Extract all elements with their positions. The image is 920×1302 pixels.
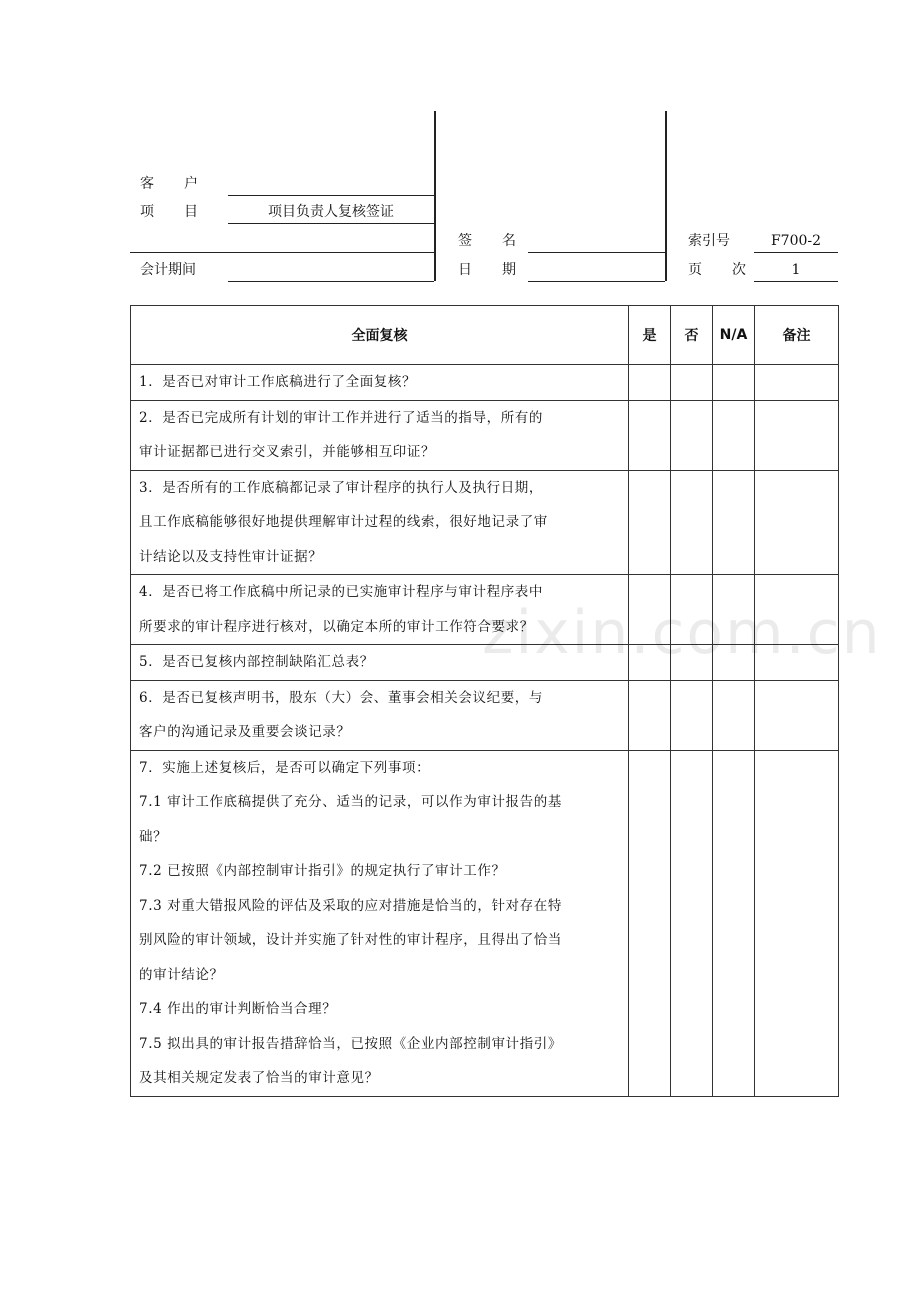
no-cell[interactable] — [671, 575, 713, 645]
no-cell[interactable] — [671, 470, 713, 575]
question-line: 计结论以及支持性审计证据？ — [139, 548, 323, 565]
question-line: 7.5 拟出具的审计报告措辞恰当，已按照《企业内部控制审计指引》 — [139, 1035, 562, 1052]
question-line: 别风险的审计领域，设计并实施了针对性的审计程序，且得出了恰当 — [139, 932, 562, 948]
column-header-remarks: 备注 — [755, 306, 839, 365]
watermark: zixin.com.cn — [482, 598, 882, 668]
date-label: 日 期 — [458, 262, 516, 278]
question-line: 的审计结论？ — [139, 966, 224, 983]
remarks-cell[interactable] — [755, 575, 839, 645]
no-cell[interactable] — [671, 680, 713, 750]
client-underline — [228, 195, 434, 196]
yes-cell[interactable] — [629, 470, 671, 575]
question-line: 7.2 已按照《内部控制审计指引》的规定执行了审计工作？ — [139, 863, 506, 879]
question-line: 7.3 对重大错报风险的评估及采取的应对措施是恰当的，针对存在特 — [139, 897, 562, 914]
yes-cell[interactable] — [629, 575, 671, 645]
column-header-na: N/A — [713, 306, 755, 365]
sign-underline — [528, 252, 665, 253]
page-label: 页 次 — [688, 262, 746, 278]
table-row — [131, 470, 839, 575]
na-cell[interactable] — [713, 575, 755, 645]
item-label: 项 目 — [140, 204, 198, 220]
question-cell — [131, 575, 629, 645]
table-header-row — [131, 306, 839, 365]
question-line: 6．是否已复核声明书，股东（大）会、董事会相关会议纪要，与 — [139, 689, 543, 706]
column-header-yes: 是 — [629, 306, 671, 365]
question-line: 审计证据都已进行交叉索引，并能够相互印证？ — [139, 444, 436, 460]
na-cell[interactable] — [713, 365, 755, 401]
table-row — [131, 400, 839, 470]
remarks-cell[interactable] — [755, 365, 839, 401]
remarks-cell[interactable] — [755, 400, 839, 470]
question-line: 所要求的审计程序进行核对，以确定本所的审计工作符合要求？ — [139, 618, 534, 635]
na-cell[interactable] — [713, 750, 755, 1096]
no-cell[interactable] — [671, 400, 713, 470]
question-line: 础？ — [139, 828, 168, 845]
header-divider-right — [665, 111, 667, 281]
checklist-body — [131, 365, 839, 1097]
page-field[interactable]: 1 — [791, 262, 801, 278]
table-row — [131, 365, 839, 401]
question-cell — [131, 680, 629, 750]
date-underline — [528, 281, 665, 282]
remarks-cell[interactable] — [755, 470, 839, 575]
page-underline — [754, 281, 838, 282]
header-divider-left — [434, 111, 436, 281]
yes-cell[interactable] — [629, 365, 671, 401]
period-underline — [228, 281, 434, 282]
question-line: 7．实施上述复核后，是否可以确定下列事项： — [139, 759, 431, 776]
na-cell[interactable] — [713, 470, 755, 575]
table-row — [131, 645, 839, 681]
yes-cell[interactable] — [629, 645, 671, 681]
yes-cell[interactable] — [629, 400, 671, 470]
index-underline — [754, 252, 838, 253]
question-cell — [131, 645, 629, 681]
question-line: 及其相关规定发表了恰当的审计意见？ — [139, 1070, 379, 1086]
remarks-cell[interactable] — [755, 680, 839, 750]
column-header-no: 否 — [671, 306, 713, 365]
yes-cell[interactable] — [629, 680, 671, 750]
table-row — [131, 680, 839, 750]
period-label: 会计期间 — [140, 262, 196, 278]
question-line: 4．是否已将工作底稿中所记录的已实施审计程序与审计程序表中 — [139, 584, 543, 600]
column-header-review: 全面复核 — [131, 306, 629, 365]
question-line: 5．是否已复核内部控制缺陷汇总表？ — [139, 654, 374, 670]
index-label: 索引号 — [688, 233, 730, 249]
question-line: 客户的沟通记录及重要会谈记录？ — [139, 724, 351, 740]
item-underline — [228, 223, 434, 224]
na-cell[interactable] — [713, 400, 755, 470]
table-row — [131, 750, 839, 1096]
no-cell[interactable] — [671, 750, 713, 1096]
question-cell — [131, 470, 629, 575]
na-cell[interactable] — [713, 645, 755, 681]
question-cell — [131, 400, 629, 470]
na-cell[interactable] — [713, 680, 755, 750]
question-line: 2．是否已完成所有计划的审计工作并进行了适当的指导，所有的 — [139, 409, 543, 426]
client-label: 客 户 — [140, 176, 198, 192]
question-line: 7.1 审计工作底稿提供了充分、适当的记录，可以作为审计报告的基 — [139, 794, 562, 810]
question-line: 1．是否已对审计工作底稿进行了全面复核？ — [139, 374, 417, 390]
index-field[interactable]: F700-2 — [770, 233, 822, 249]
question-cell — [131, 750, 629, 1096]
question-cell — [131, 365, 629, 401]
remarks-cell[interactable] — [755, 645, 839, 681]
table-row — [131, 575, 839, 645]
no-cell[interactable] — [671, 645, 713, 681]
header-separator — [130, 252, 434, 253]
yes-cell[interactable] — [629, 750, 671, 1096]
question-line: 7.4 作出的审计判断恰当合理？ — [139, 1001, 337, 1017]
question-line: 且工作底稿能够很好地提供理解审计过程的线索，很好地记录了审 — [139, 514, 548, 530]
no-cell[interactable] — [671, 365, 713, 401]
question-line: 3．是否所有的工作底稿都记录了审计程序的执行人及执行日期， — [139, 479, 543, 496]
item-field[interactable]: 项目负责人复核签证 — [268, 204, 394, 220]
sign-label: 签 名 — [458, 233, 516, 249]
remarks-cell[interactable] — [755, 750, 839, 1096]
review-checklist-table — [130, 305, 839, 1097]
